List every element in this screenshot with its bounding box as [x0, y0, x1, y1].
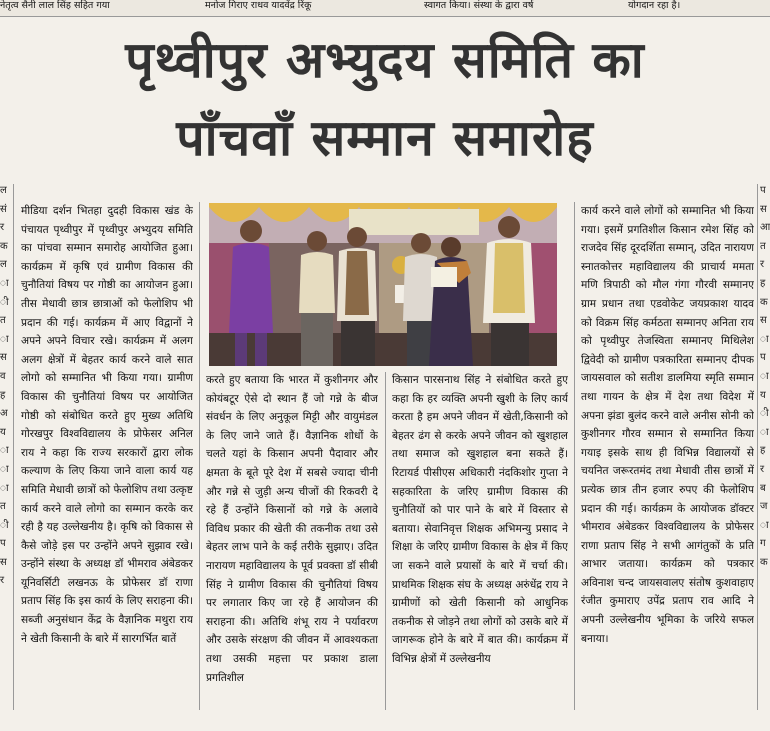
column-rule-right: [757, 184, 758, 710]
strip-text-3: स्वागत किया। संस्था के द्वारा वर्ष: [424, 0, 534, 11]
article-column-3: [392, 371, 568, 711]
headline-line-2: पाँचवाँ सम्मान समारोह: [176, 109, 594, 167]
article-text-1: मीडिया दर्शन भितहा दुदही विकास खंड के पंचायत पृथ्वीपुर में पृथ्वीपुर अभ्युदय समिति का पांचवा सम्मान समारोह आयोजित हुआ। कार्यक्रम में कृषि एवं ग्रामीण विकास की चुनौतियां विषय पर गोष्ठी का आयोजन हुआ। तीस मेधावी छात्र छात्राओं को फेलोशिप भी प्रदान की गई। कार्यक्रम में आए विद्वानों ने अपने अपने विचार रखे। कार्यक्रम में अलग अलग क्षेत्रों में बेहतर कार्य करने वाले सात लोगो को सम्मानित भी किया गया। ग्रामीण विकास की चुनौतियां विषय पर आयोजित गोष्ठी को संबोधित करते हुए मुख्य अतिथि गोरखपुर विश्वविद्यालय के प्रोफेसर अनिल राय ने कहा कि राज्य सरकारों द्वारा लोक कल्याण के लिए किया जाने वाला कार्य यह समिति मेधावी छात्रों को फेलोशिप तथा उत्कृष्ट कार्य करने वाले लोगो का सम्मान करके कर रही है यह उल्लेखनीय है। कृषि को विकास से कैसे जोड़े इस पर उन्होंने अपने सुझाव रखे। उन्होंने संस्था के अध्यक्ष डॉ भीमराव अंबेडकर यूनिवर्सिटी लखनऊ के प्रोफेसर डॉ राणा प्रताप सिंह कि इस कार्य के लिए सराहना की। सब्जी अनुसंधान केंद्र के वैज्ञानिक मथुरा राय ने खेती किसानी के बारे में सारगर्भित बातें: [21, 205, 193, 645]
event-photo: [209, 203, 557, 366]
article-column-4: [581, 202, 754, 710]
article-column-2: [206, 371, 378, 711]
top-news-strip: [0, 0, 770, 16]
strip-text-4: योगदान रहा है।: [628, 0, 681, 11]
column-rule-2: [385, 372, 386, 710]
column-rule-3: [574, 202, 575, 710]
column-rule-left: [13, 184, 14, 710]
article-text-4: कार्य करने वाले लोगों को सम्मानित भी किया गया। इसमें प्रगतिशील किसान रमेश सिंह को राजदेव सिंह दूरदर्शिता सम्मान्, उदित नारायण स्नातकोत्तर महाविद्यालय की प्राचार्य ममता मणि त्रिपाठी को मौल गंगा गौरवी सम्मानए ग्राम प्रधान तथा एडवोकेट जयप्रकाश यादव को विक्रम सिंह कर्मठता सम्मानए अनिता राय को पृथ्वीपुर तेजस्विता सम्मानए मिथिलेश द्विवेदी को ग्रामीण पत्रकारिता सम्मानए दीपक जायसवाल को सतीश डालमिया स्मृति सम्मान तथा गायन के क्षेत्र में देश तथा विदेश में अपना झंडा बुलंद करने वाले अनीस सोनी को कुशीनगर गौरव सम्मान से सम्मानित किया गयाइ इसके साथ ही विभिन्न विद्यालयों से चयनित जरूरतमंद तथा मेधावी तीस छात्रों में प्रत्येक छात्र तीन हजार रुपए की फेलोशिप प्रदान की गई। कार्यक्रम के आयोजक डॉक्टर भीमराव अंबेडकर विश्वविद्यालय के प्रोफेसर राणा प्रताप सिंह ने सभी आगंतुकों के प्रति आभार जताया। कार्यक्रम को पत्रकार अविनाश चन्द जायसवालए संतोष कुशवाहाए रंजीत कुमाराए उपेंद्र प्रताप राव आदि ने अपनी उल्लेखनीय भूमिका के जरिये सफल बनाया।: [581, 205, 754, 645]
column-rule-1: [199, 202, 200, 710]
article-column-1: [21, 202, 193, 710]
article-text-2: करते हुए बताया कि भारत में कुशीनगर और कोयंबटूर ऐसे दो स्थान हैं जो गन्ने के बीज संवर्धन के लिए अनुकूल मिट्टी और वायुमंडल के लिए जाने जाते हैं। वैज्ञानिक शोधों के चलते यहां के किसान अपनी पैदावार और क्षमता के बूते पूरे देश में सबसे ज्यादा चीनी और गन्ने से जुड़ी अन्य चीजों की रिकवरी दे रहे हैं उन्होंने किसानों को गन्ने के अलावे विविध प्रकार की खेती की तकनीक तथा उसे बेहतर लाभ पाने के कई तरीके सुझाए। उदित नारायण महाविद्यालय के पूर्व प्रवक्ता डॉ सीबी सिंह ने ग्रामीण विकास की चुनौतियां विषय पर लगातार किए जा रहे हैं आयोजन की सराहना की। अतिथि शंभू राय ने पर्यावरण और उसके संरक्षण की जीवन में आवश्यकता तथा उसकी महत्ता पर प्रकाश डाला प्रगतिशील: [206, 374, 378, 684]
strip-text-1: नेतृत्व सैनी लाल सिंह सहित गया: [0, 0, 110, 11]
award-ceremony-image: [209, 203, 557, 366]
headline-line-1: पृथ्वीपुर अभ्युदय समिति का: [125, 31, 645, 89]
neighbor-column-right: प स आ त र ह क स ा प ा य ी ा ह र ब ज ा ग क: [760, 185, 770, 568]
neighbor-column-left: ल सं र क ल ा ी त ा स व ह अ य ा ा ा त ी प स र: [0, 185, 9, 587]
top-divider: [0, 16, 770, 17]
strip-text-2: मनोज गिराए राधव यादवेंद्र रिंकू: [205, 0, 312, 11]
article-text-3: किसान पारसनाथ सिंह ने संबोधित करते हुए कहा कि हर व्यक्ति अपनी खुशी के लिए कार्य करता है हम अपने जीवन में खेती,किसानी को बेहतर ढंग से करके अपने जीवन को खुशहाल तथा समाज को खुशहाल बना सकते हैं। रिटायर्ड पीसीएस अधिकारी नंदकिशोर गुप्ता ने सहकारिता के जरिए ग्रामीण विकास की चुनौतियों को पार पाने के बारे में विस्तार से बताया। सेवानिवृत्त शिक्षक अभिमन्यु प्रसाद ने शिक्षा के जरिए ग्रामीण विकास के क्षेत्र में किए जा सकने वाले प्रयासों के बारे में चर्चा की। प्राथमिक शिक्षक संघ के अध्यक्ष अरुंधेंद्र राय ने ग्रामीणों को खेती किसानी को आधुनिक तकनीक से जोड़ने तथा लोगों को उसके बारे में जागरूक होने के बारे में बात की। कार्यक्रम में विभिन्न क्षेत्रों में उल्लेखनीय: [392, 374, 568, 665]
